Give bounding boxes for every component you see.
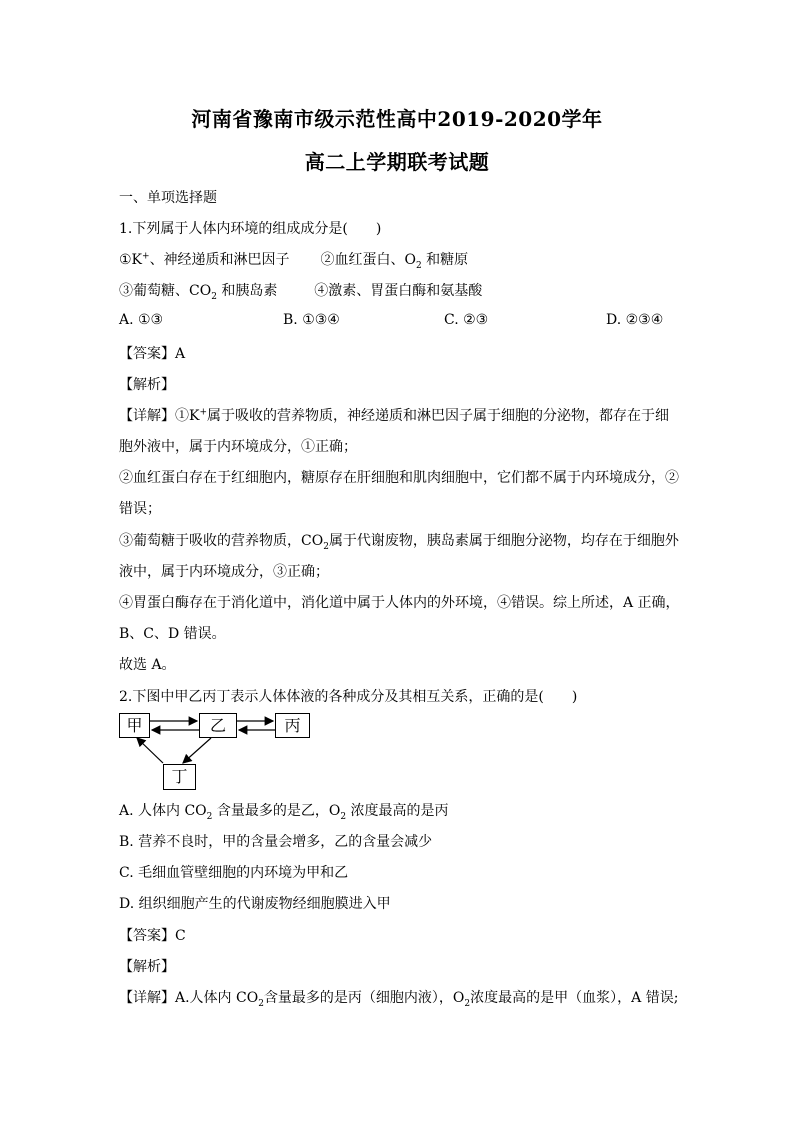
- q2-detail-line1: 【详解】A.人体内 $CO_2$含量最多的是丙（细胞内液），$O_2$浓度最高的是甲（血浆），A 错误;: [119, 990, 679, 1009]
- q1-detail-line6: 液中，属于内环境成分，③正确；: [119, 564, 329, 580]
- box-ding: 丁: [163, 764, 196, 790]
- q1-stem: 1.下列属于人体内环境的组成成分是( ): [119, 221, 382, 237]
- q2-stem: 2.下图中甲乙丙丁表示人体体液的各种成分及其相互关系，正确的是( ): [119, 689, 578, 705]
- q1-item1: ①K+、神经递质和淋巴因子: [119, 251, 290, 268]
- q1-option-c: C. ②③: [444, 312, 489, 328]
- q1-detail-line1: 【详解】①K+属于吸收的营养物质，神经递质和淋巴因子属于细胞的分泌物，都存在于细: [119, 407, 670, 424]
- q1-items-row2: [119, 280, 482, 302]
- q1-item4: ④激素、胃蛋白酶和氨基酸: [314, 283, 483, 299]
- q2-option-d: D. 组织细胞产生的代谢废物经细胞膜进入甲: [119, 896, 391, 912]
- q1-detail-line5: ③葡萄糖于吸收的营养物质，$CO_2$属于代谢废物，胰岛素属于细胞分泌物，均存在于细胞外: [119, 533, 679, 552]
- q1-option-b: B. ①③④: [283, 312, 340, 328]
- q1-detail-line7: ④胃蛋白酶存在于消化道中，消化道中属于人体内的外环境，④错误。综上所述，A 正确，: [119, 595, 680, 611]
- box-yi: 乙: [199, 713, 237, 738]
- q1-conclusion: 故选 A。: [119, 657, 176, 673]
- q1-option-d: D. ②③④: [606, 312, 664, 328]
- doc-title-line2: 高二上学期联考试题: [304, 150, 490, 174]
- arrow-ding-to-jia: [137, 738, 163, 763]
- box-jia: 甲: [119, 713, 150, 738]
- q2-option-c: C. 毛细血管壁细胞的内环境为甲和乙: [119, 865, 349, 881]
- q2-answer: 【答案】C: [119, 928, 186, 944]
- section-heading: 一、单项选择题: [119, 190, 217, 206]
- q1-items-row1: [119, 249, 468, 271]
- q1-detail-line3: ②血红蛋白存在于红细胞内，糖原存在肝细胞和肌肉细胞中，它们都不属于内环境成分，②: [119, 470, 679, 486]
- q1-detail-line4: 错误；: [119, 501, 161, 517]
- q1-answer: 【答案】A: [119, 346, 186, 362]
- q1-detail-line8: B、C、D 错误。: [119, 626, 226, 642]
- q1-detail-line2: 胞外液中，属于内环境成分，①正确；: [119, 439, 357, 455]
- q1-option-a: A. ①③: [119, 312, 164, 328]
- body-fluid-diagram: [119, 710, 319, 792]
- q1-analysis-label: 【解析】: [119, 377, 175, 393]
- q2-option-b: B. 营养不良时，甲的含量会增多，乙的含量会减少: [119, 834, 433, 850]
- q2-analysis-label: 【解析】: [119, 959, 175, 975]
- q2-option-a: A. 人体内 $CO_2$ 含量最多的是乙，$O_2$ 浓度最高的是丙: [119, 803, 449, 822]
- q1-item2: ②血红蛋白、$O_2$ 和糖原: [320, 252, 469, 271]
- box-bing: 丙: [275, 713, 310, 738]
- doc-title-line1: 河南省豫南市级示范性高中2019-2020学年: [191, 107, 603, 131]
- arrow-yi-to-ding: [183, 738, 211, 763]
- q1-item3: ③葡萄糖、$CO_2$ 和胰岛素: [119, 283, 278, 302]
